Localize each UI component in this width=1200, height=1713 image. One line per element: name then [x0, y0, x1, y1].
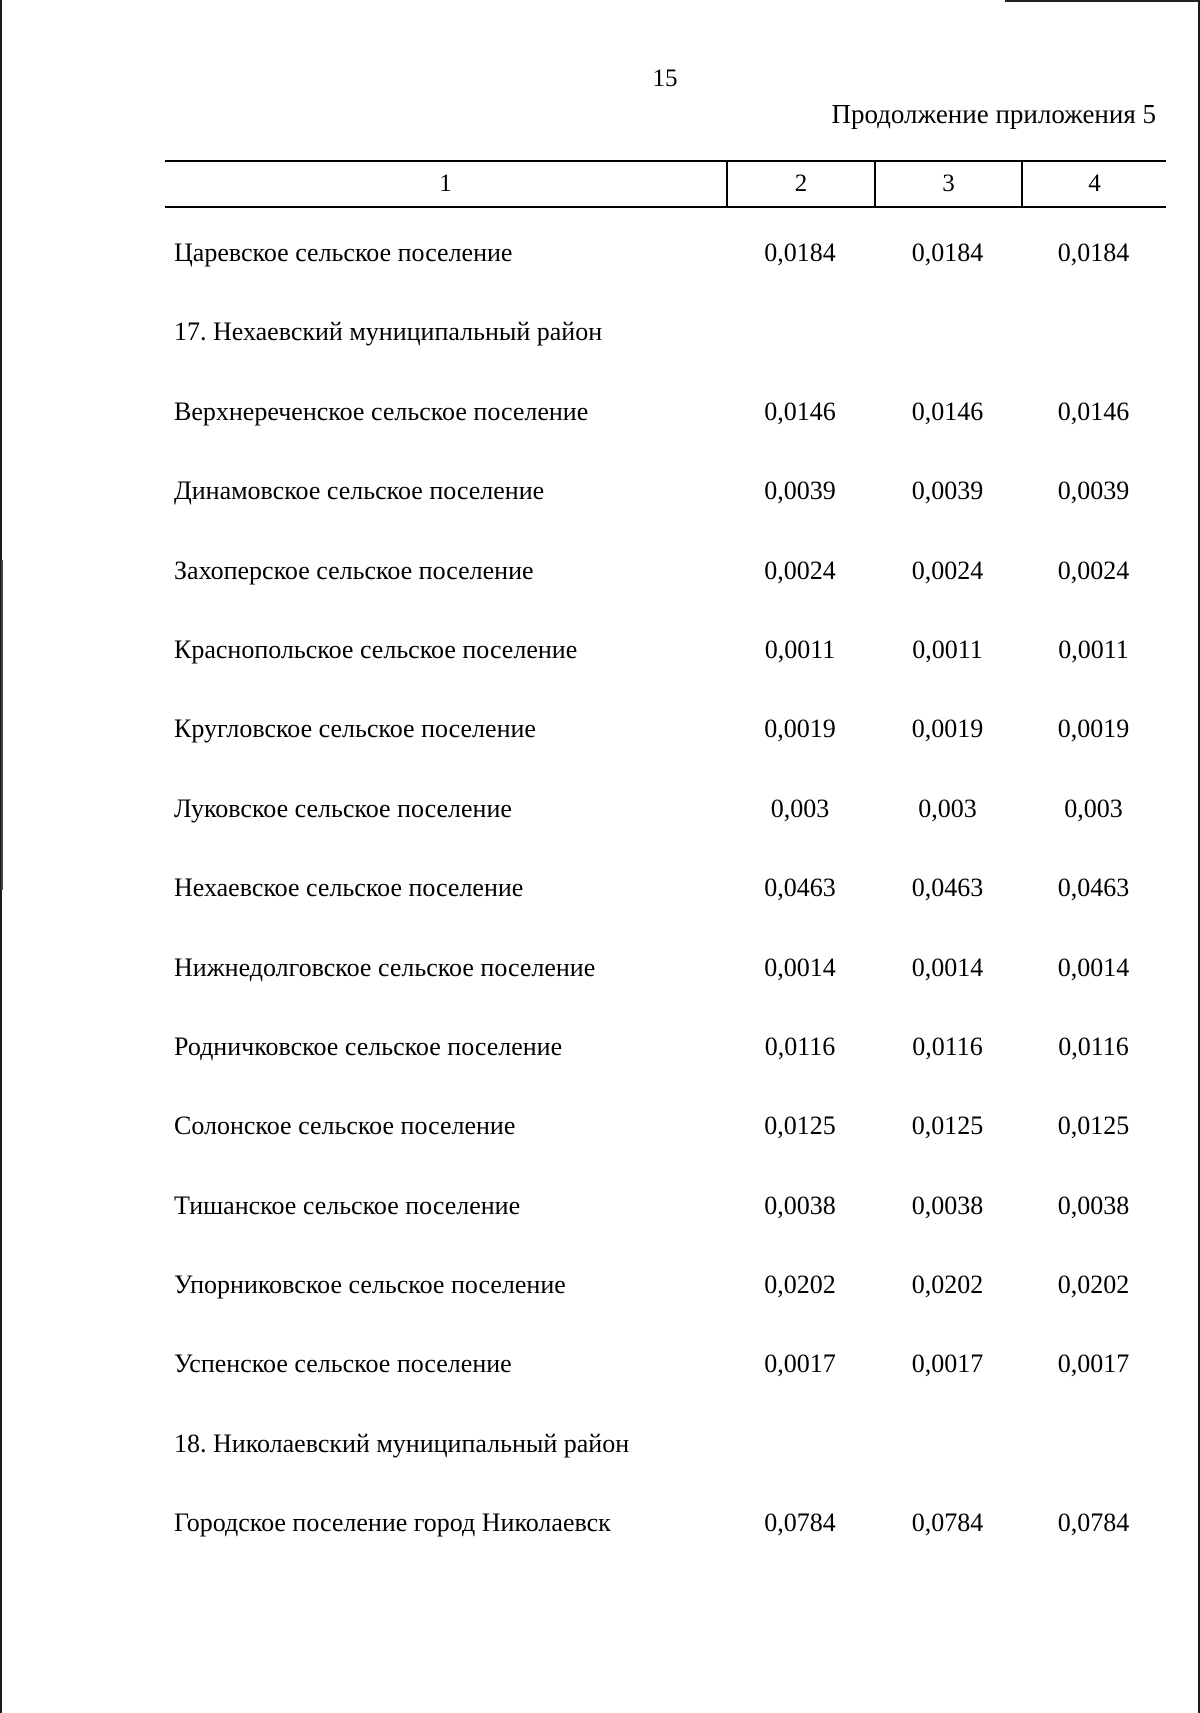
table-row: [165, 461, 1166, 540]
row-name: Успенское сельское поселение: [174, 1349, 512, 1379]
value-col-4: 0,0024: [1057, 555, 1130, 585]
value-col-4: 0,0017: [1057, 1349, 1130, 1379]
value-col-3: 0,0125: [911, 1111, 984, 1141]
value-col-2: 0,0014: [764, 952, 836, 982]
value-col-2: 0,003: [770, 793, 830, 823]
table-row: [165, 699, 1166, 778]
value-col-3: 0,0011: [912, 634, 983, 664]
table-row: [165, 1493, 1166, 1572]
table-row: [165, 302, 1166, 381]
table-row: [165, 858, 1166, 937]
value-col-3: 0,0784: [911, 1508, 984, 1538]
value-col-4: 0,0184: [1057, 238, 1130, 267]
value-col-4: 0,0038: [1057, 1190, 1130, 1220]
table-row: [165, 1017, 1166, 1096]
value-col-2: 0,0017: [764, 1349, 836, 1379]
table-row: [165, 541, 1166, 620]
table-row: [165, 1414, 1166, 1493]
value-col-4: 0,0011: [1058, 634, 1129, 664]
value-col-3: 0,0116: [912, 1031, 983, 1061]
row-name: Кругловское сельское поселение: [174, 714, 536, 744]
value-col-4: 0,0146: [1057, 396, 1130, 426]
value-col-4: 0,003: [1064, 793, 1123, 823]
table-body: [165, 223, 1166, 1573]
value-col-2: 0,0784: [764, 1508, 836, 1538]
table-row: [165, 1334, 1166, 1413]
scan-border-top: [1005, 0, 1200, 2]
value-col-3: 0,0017: [911, 1349, 984, 1379]
table-header: [165, 160, 1166, 208]
value-col-4: 0,0463: [1057, 873, 1130, 903]
value-col-2: 0,0184: [764, 238, 836, 267]
value-col-2: 0,0024: [764, 555, 836, 585]
column-header: 3: [874, 162, 1021, 206]
value-col-4: 0,0019: [1057, 714, 1130, 744]
value-col-4: 0,0202: [1057, 1270, 1130, 1300]
table-row: [165, 223, 1166, 302]
value-col-2: 0,0011: [764, 634, 836, 664]
column-header: 1: [439, 170, 452, 197]
value-col-2: 0,0125: [764, 1111, 836, 1141]
table-row: [165, 620, 1166, 699]
value-col-2: 0,0019: [764, 714, 836, 744]
value-col-3: 0,0024: [911, 555, 984, 585]
row-name: 18. Николаевский муниципальный район: [174, 1428, 630, 1458]
row-name: Городское поселение город Николаевск: [174, 1508, 611, 1538]
row-name: Луковское сельское поселение: [174, 793, 512, 823]
value-col-4: 0,0784: [1057, 1508, 1130, 1538]
value-col-2: 0,0146: [764, 396, 836, 426]
value-col-4: 0,0125: [1057, 1111, 1130, 1141]
value-col-3: 0,0038: [911, 1190, 984, 1220]
value-col-3: 0,0184: [911, 238, 984, 267]
table-row: [165, 1255, 1166, 1334]
row-name: Нижнедолговское сельское поселение: [174, 952, 596, 982]
table-row: [165, 1096, 1166, 1175]
scan-border-left-mark: [1, 560, 3, 890]
value-col-2: 0,0039: [764, 476, 836, 506]
column-header: 4: [1021, 162, 1166, 206]
row-name: Солонское сельское поселение: [174, 1111, 516, 1141]
table-row: [165, 779, 1166, 858]
value-col-4: 0,0039: [1057, 476, 1130, 506]
value-col-4: 0,0014: [1057, 952, 1130, 982]
row-name: Верхнереченское сельское поселение: [174, 396, 589, 426]
value-col-2: 0,0202: [764, 1270, 836, 1300]
page-number: 15: [652, 65, 678, 92]
value-col-3: 0,0202: [911, 1270, 984, 1300]
row-name: Тишанское сельское поселение: [174, 1190, 521, 1220]
value-col-3: 0,0039: [911, 476, 984, 506]
value-col-4: 0,0116: [1058, 1031, 1129, 1061]
value-col-2: 0,0116: [764, 1031, 836, 1061]
row-name: Краснопольское сельское поселение: [174, 634, 578, 664]
value-col-3: 0,0463: [911, 873, 984, 903]
row-name: Динамовское сельское поселение: [174, 476, 545, 506]
column-header: 2: [726, 162, 874, 206]
value-col-2: 0,0038: [764, 1190, 836, 1220]
table-row: [165, 938, 1166, 1017]
row-name: Нехаевское сельское поселение: [174, 873, 524, 903]
row-name: Захоперское сельское поселение: [174, 555, 534, 585]
value-col-2: 0,0463: [764, 873, 836, 903]
continuation-label: Продолжение приложения 5: [831, 99, 1156, 129]
table-row: [165, 382, 1166, 461]
row-name: Царевское сельское поселение: [174, 238, 513, 267]
row-name: 17. Нехаевский муниципальный район: [174, 317, 603, 347]
row-name: Упорниковское сельское поселение: [174, 1270, 566, 1300]
value-col-3: 0,003: [918, 793, 977, 823]
value-col-3: 0,0019: [911, 714, 984, 744]
value-col-3: 0,0146: [911, 396, 984, 426]
value-col-3: 0,0014: [911, 952, 984, 982]
row-name: Родничковское сельское поселение: [174, 1031, 563, 1061]
table-row: [165, 1176, 1166, 1255]
